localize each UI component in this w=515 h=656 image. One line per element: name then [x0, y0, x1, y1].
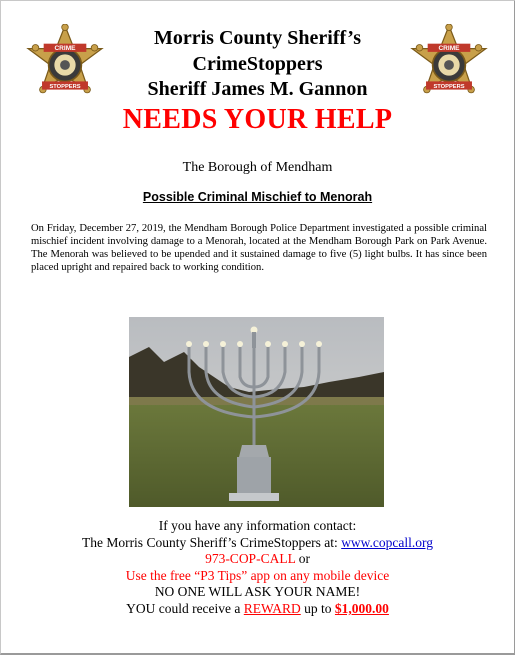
svg-text:STOPPERS: STOPPERS — [49, 83, 81, 90]
contact-website-line: The Morris County Sheriff’s CrimeStoppers at: www.copcall.org — [81, 534, 434, 550]
header-title: Morris County Sheriff’s — [153, 27, 361, 49]
header-program: CrimeStoppers — [192, 53, 323, 75]
reward-line: YOU could receive a REWARD up to $1,000.00 — [126, 600, 389, 616]
contact-phone-line: 973-COP-CALL or — [205, 551, 310, 567]
menorah-photo — [129, 317, 384, 507]
contact-intro: If you have any information contact: — [158, 518, 357, 533]
svg-text:CRIME: CRIME — [438, 45, 460, 53]
reward-word: REWARD — [243, 600, 301, 616]
header-sheriff: Sheriff James M. Gannon — [147, 78, 368, 100]
svg-text:STOPPERS: STOPPERS — [433, 83, 465, 90]
reward-amount: $1,000.00 — [334, 600, 389, 616]
case-title: Possible Criminal Mischief to Menorah — [142, 190, 373, 204]
phone-number: 973-COP-CALL — [205, 551, 296, 567]
location-heading: The Borough of Mendham — [182, 160, 333, 175]
p3-tips-line: Use the free “P3 Tips” app on any mobile device — [125, 567, 390, 583]
case-description: On Friday, December 27, 2019, the Mendham Borough Police Department investigated a possible criminal mischief incident involving damage to a Menorah, located at the Mendham Borough Park on Park Avenue. The Menorah was believed to be upended and it sustained damage to five (5) light bulbs. It has since been placed upright and repaired back to working condition. — [31, 223, 487, 273]
needs-help-banner: NEEDS YOUR HELP — [122, 104, 393, 135]
copcall-link[interactable]: www.copcall.org — [341, 534, 434, 550]
svg-text:CRIME: CRIME — [54, 45, 76, 53]
anonymous-line: NO ONE WILL ASK YOUR NAME! — [154, 584, 361, 600]
contact-section — [0, 518, 515, 618]
